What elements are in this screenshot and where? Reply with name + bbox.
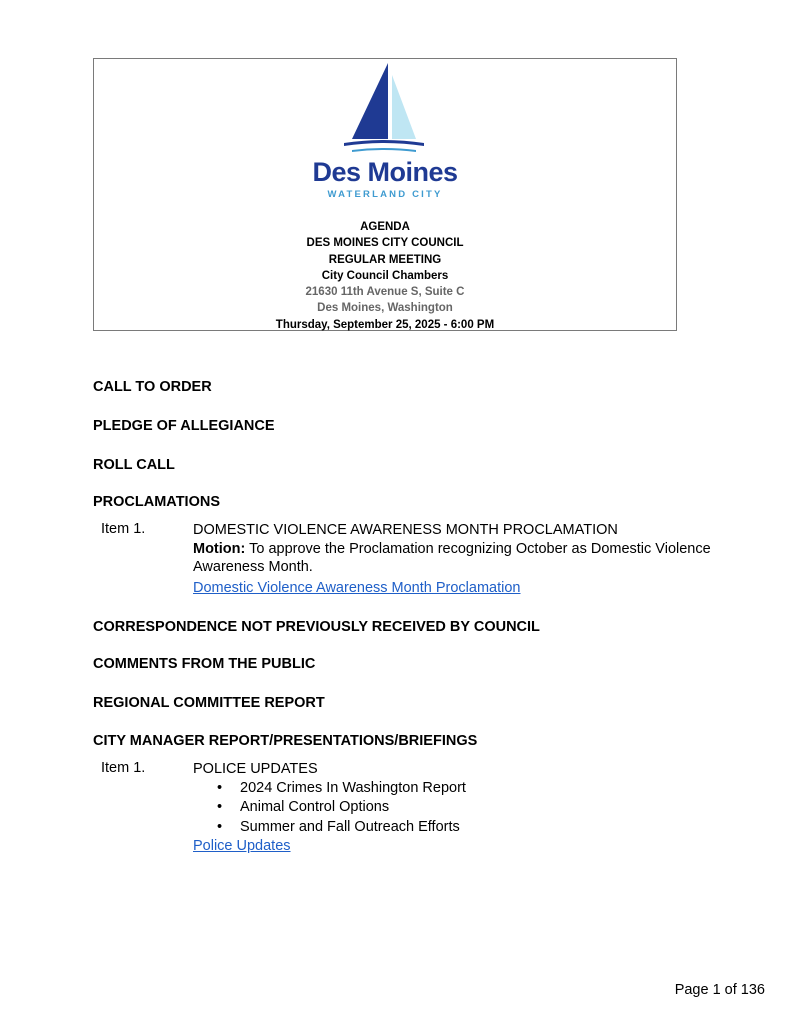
section-roll-call: ROLL CALL <box>93 457 175 473</box>
proclamation-item-label: Item 1. <box>101 521 146 537</box>
list-item: • Animal Control Options <box>217 799 390 815</box>
motion-label: Motion: <box>193 540 246 557</box>
agenda-header-box <box>93 58 677 331</box>
list-item: • Summer and Fall Outreach Efforts <box>217 818 460 835</box>
section-proclamations: PROCLAMATIONS <box>93 494 221 510</box>
sailboat-logo-icon <box>344 61 424 157</box>
section-pledge: PLEDGE OF ALLEGIANCE <box>93 418 275 434</box>
agenda-title: AGENDA <box>360 221 410 233</box>
proclamation-link[interactable]: Domestic Violence Awareness Month Proclamation <box>193 579 521 596</box>
police-topics-list <box>193 779 713 838</box>
brand-name: Des Moines <box>312 157 458 187</box>
meeting-info <box>94 219 676 333</box>
meeting-type: REGULAR MEETING <box>328 253 442 266</box>
brand-tagline: WATERLAND CITY <box>327 189 443 200</box>
proclamation-item <box>193 521 713 597</box>
police-item <box>193 760 713 856</box>
section-public-comments: COMMENTS FROM THE PUBLIC <box>93 656 316 672</box>
page-number: Page 1 of 136 <box>674 982 765 998</box>
venue-city: Des Moines, Washington <box>317 302 453 315</box>
police-item-label: Item 1. <box>101 760 146 776</box>
list-item: • 2024 Crimes In Washington Report <box>217 779 466 796</box>
police-item-title: POLICE UPDATES <box>193 761 318 777</box>
section-call-to-order: CALL TO ORDER <box>93 379 212 395</box>
venue-address: 21630 11th Avenue S, Suite C <box>305 286 465 299</box>
meeting-datetime: Thursday, September 25, 2025 - 6:00 PM <box>275 318 495 331</box>
proclamation-item-title: DOMESTIC VIOLENCE AWARENESS MONTH PROCLAMATION <box>193 522 618 538</box>
section-city-manager: CITY MANAGER REPORT/PRESENTATIONS/BRIEFINGS <box>93 733 478 749</box>
venue-name: City Council Chambers <box>321 269 449 282</box>
section-correspondence: CORRESPONDENCE NOT PREVIOUSLY RECEIVED BY COUNCIL <box>93 619 540 635</box>
council-name: DES MOINES CITY COUNCIL <box>306 237 464 250</box>
police-updates-link[interactable]: Police Updates <box>193 838 291 854</box>
proclamation-motion <box>193 540 713 577</box>
section-regional-committee: REGIONAL COMMITTEE REPORT <box>93 695 325 711</box>
motion-text: To approve the Proclamation recognizing October as Domestic Violence Awareness Month. <box>193 540 711 575</box>
